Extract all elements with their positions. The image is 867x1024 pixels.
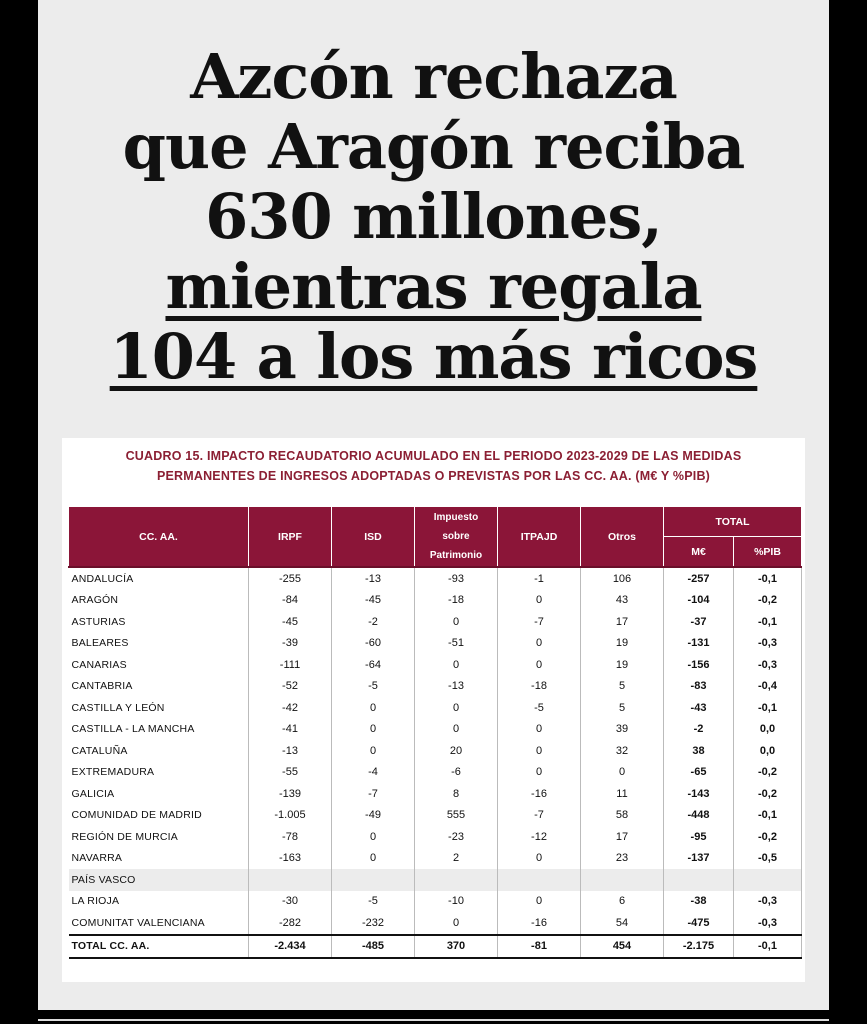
cell-region: COMUNITAT VALENCIANA [69, 912, 249, 935]
col-header-region: CC. AA. [69, 507, 249, 568]
cell-total: -37 [664, 611, 734, 633]
cell-otros: 54 [581, 912, 664, 935]
cell-otros: 106 [581, 567, 664, 590]
table-row [69, 805, 802, 827]
table-row [69, 719, 802, 741]
cell-itp: 0 [498, 719, 581, 741]
table-row [69, 740, 802, 762]
header-text: sobre [442, 531, 470, 542]
cell-isd: 0 [332, 848, 415, 870]
cell-pib: -0,3 [734, 912, 802, 935]
cell-isd: -45 [332, 590, 415, 612]
cell-otros: 6 [581, 891, 664, 913]
col-header-irpf: IRPF [249, 507, 332, 568]
cell-isd: -64 [332, 654, 415, 676]
cell-itp: -16 [498, 912, 581, 935]
cell-otros: 32 [581, 740, 664, 762]
cell-pat: 0 [415, 697, 498, 719]
cell-irpf: -111 [249, 654, 332, 676]
cell-otros: 5 [581, 697, 664, 719]
cell-total: -143 [664, 783, 734, 805]
cell-pib: -0,3 [734, 891, 802, 913]
cell-itp: 0 [498, 891, 581, 913]
cell-region: BALEARES [69, 633, 249, 655]
cell-total [664, 869, 734, 891]
col-header-itpajd: ITPAJD [498, 507, 581, 568]
headline-line: 630 millones, [205, 180, 662, 253]
table-total-row [69, 935, 802, 959]
cell-region: CANTABRIA [69, 676, 249, 698]
cell-irpf: -163 [249, 848, 332, 870]
table-row [69, 654, 802, 676]
cell-irpf: -30 [249, 891, 332, 913]
col-header-patrimonio [415, 507, 498, 568]
table-body [69, 567, 802, 958]
cell-region: CANARIAS [69, 654, 249, 676]
cell-pat: 20 [415, 740, 498, 762]
cell-isd: -232 [332, 912, 415, 935]
cell-irpf: -139 [249, 783, 332, 805]
cell-total: -131 [664, 633, 734, 655]
cell-isd: -485 [332, 935, 415, 959]
cell-otros: 43 [581, 590, 664, 612]
cell-pat: -13 [415, 676, 498, 698]
cell-region: ARAGÓN [69, 590, 249, 612]
cell-pib: -0,1 [734, 567, 802, 590]
cell-otros: 17 [581, 611, 664, 633]
cell-irpf: -41 [249, 719, 332, 741]
cell-total: -156 [664, 654, 734, 676]
cell-irpf: -52 [249, 676, 332, 698]
caption-line: PERMANENTES DE INGRESOS ADOPTADAS O PREVISTAS POR LAS CC. AA. (M€ Y %PIB) [156, 469, 711, 483]
cell-region: REGIÓN DE MURCIA [69, 826, 249, 848]
cell-pat: -51 [415, 633, 498, 655]
cell-pib: -0,2 [734, 762, 802, 784]
cell-itp: -12 [498, 826, 581, 848]
cell-isd [332, 869, 415, 891]
cell-isd: -49 [332, 805, 415, 827]
cell-pat: -23 [415, 826, 498, 848]
cell-total: 38 [664, 740, 734, 762]
cell-otros: 11 [581, 783, 664, 805]
table-row [69, 676, 802, 698]
cell-isd: 0 [332, 740, 415, 762]
cell-pib: -0,3 [734, 654, 802, 676]
cell-total: -475 [664, 912, 734, 935]
cell-irpf: -45 [249, 611, 332, 633]
cell-pat: 0 [415, 654, 498, 676]
cell-otros: 19 [581, 633, 664, 655]
cell-otros: 58 [581, 805, 664, 827]
cell-pat [415, 869, 498, 891]
cell-otros: 5 [581, 676, 664, 698]
cell-itp: 0 [498, 740, 581, 762]
cell-isd: 0 [332, 697, 415, 719]
cell-itp: -7 [498, 611, 581, 633]
cell-pat: 8 [415, 783, 498, 805]
cell-total: -65 [664, 762, 734, 784]
cell-pib: -0,2 [734, 783, 802, 805]
cell-irpf: -2.434 [249, 935, 332, 959]
cell-itp: -5 [498, 697, 581, 719]
cell-otros: 17 [581, 826, 664, 848]
cell-otros: 454 [581, 935, 664, 959]
caption-line: CUADRO 15. IMPACTO RECAUDATORIO ACUMULADO EN EL PERIODO 2023-2029 DE LAS MEDIDAS [125, 449, 742, 463]
cell-total: -104 [664, 590, 734, 612]
cell-itp: -16 [498, 783, 581, 805]
header-text: Impuesto [433, 512, 479, 523]
cell-region: NAVARRA [69, 848, 249, 870]
col-header-total: TOTAL [664, 507, 802, 537]
cell-irpf: -255 [249, 567, 332, 590]
table-row [69, 848, 802, 870]
cell-otros: 23 [581, 848, 664, 870]
cell-pat: 370 [415, 935, 498, 959]
data-table [68, 506, 802, 959]
table-row [69, 869, 802, 891]
cell-irpf: -42 [249, 697, 332, 719]
cell-irpf: -1.005 [249, 805, 332, 827]
cell-total: -448 [664, 805, 734, 827]
cell-isd: -5 [332, 676, 415, 698]
cell-itp: 0 [498, 590, 581, 612]
cell-isd: -7 [332, 783, 415, 805]
col-header-pib: %PIB [734, 537, 802, 568]
cell-pib [734, 869, 802, 891]
cell-pib: -0,1 [734, 697, 802, 719]
cell-irpf: -13 [249, 740, 332, 762]
cell-itp: 0 [498, 633, 581, 655]
cell-itp [498, 869, 581, 891]
cell-total: -2.175 [664, 935, 734, 959]
table-row [69, 567, 802, 590]
table-row [69, 590, 802, 612]
cell-total: -38 [664, 891, 734, 913]
col-header-isd: ISD [332, 507, 415, 568]
cell-itp: 0 [498, 654, 581, 676]
cell-otros [581, 869, 664, 891]
cell-irpf: -55 [249, 762, 332, 784]
table-row [69, 912, 802, 935]
table-row [69, 783, 802, 805]
cell-isd: -60 [332, 633, 415, 655]
cell-region: CATALUÑA [69, 740, 249, 762]
col-header-meur: M€ [664, 537, 734, 568]
cell-pat: -93 [415, 567, 498, 590]
cell-pat: -6 [415, 762, 498, 784]
cell-otros: 39 [581, 719, 664, 741]
cell-irpf: -84 [249, 590, 332, 612]
cell-irpf: -39 [249, 633, 332, 655]
divider [38, 1019, 829, 1021]
cell-region: CASTILLA Y LEÓN [69, 697, 249, 719]
cell-total: -257 [664, 567, 734, 590]
cell-region: GALICIA [69, 783, 249, 805]
cell-pib: -0,4 [734, 676, 802, 698]
table-row [69, 762, 802, 784]
table-row [69, 611, 802, 633]
cell-pib: -0,1 [734, 805, 802, 827]
cell-pat: 555 [415, 805, 498, 827]
cell-pib: 0,0 [734, 719, 802, 741]
table-row [69, 633, 802, 655]
table-row [69, 891, 802, 913]
cell-irpf [249, 869, 332, 891]
headline-line-underlined: mientras regala [165, 250, 702, 323]
cell-region: PAÍS VASCO [69, 869, 249, 891]
cell-itp: 0 [498, 848, 581, 870]
cell-total: -2 [664, 719, 734, 741]
headline-line: Azcón rechaza [190, 40, 677, 113]
col-header-otros: Otros [581, 507, 664, 568]
cell-region: EXTREMADURA [69, 762, 249, 784]
table-row [69, 697, 802, 719]
cell-pib: -0,3 [734, 633, 802, 655]
cell-region: COMUNIDAD DE MADRID [69, 805, 249, 827]
cell-pat: 2 [415, 848, 498, 870]
cell-irpf: -282 [249, 912, 332, 935]
cell-region: TOTAL CC. AA. [69, 935, 249, 959]
cell-otros: 19 [581, 654, 664, 676]
cell-total: -137 [664, 848, 734, 870]
cell-pat: 0 [415, 719, 498, 741]
cell-pib: -0,1 [734, 935, 802, 959]
cell-region: ASTURIAS [69, 611, 249, 633]
cell-region: CASTILLA - LA MANCHA [69, 719, 249, 741]
cell-pib: -0,2 [734, 826, 802, 848]
table-document [62, 438, 805, 982]
cell-isd: -5 [332, 891, 415, 913]
cell-pat: -18 [415, 590, 498, 612]
cell-pib: -0,2 [734, 590, 802, 612]
cell-total: -83 [664, 676, 734, 698]
header-text: Patrimonio [429, 550, 483, 561]
cell-itp: -81 [498, 935, 581, 959]
cell-pat: 0 [415, 611, 498, 633]
headline-line: que Aragón reciba [122, 110, 745, 183]
cell-pib: -0,1 [734, 611, 802, 633]
cell-itp: -7 [498, 805, 581, 827]
cell-irpf: -78 [249, 826, 332, 848]
cell-total: -95 [664, 826, 734, 848]
table-caption [62, 446, 805, 486]
cell-region: LA RIOJA [69, 891, 249, 913]
cell-pib: -0,5 [734, 848, 802, 870]
cell-isd: 0 [332, 719, 415, 741]
cell-itp: -1 [498, 567, 581, 590]
cell-region: ANDALUCÍA [69, 567, 249, 590]
cell-isd: -13 [332, 567, 415, 590]
cell-itp: 0 [498, 762, 581, 784]
cell-otros: 0 [581, 762, 664, 784]
cell-isd: 0 [332, 826, 415, 848]
headline [38, 42, 829, 392]
cell-itp: -18 [498, 676, 581, 698]
cell-pat: -10 [415, 891, 498, 913]
table-row [69, 826, 802, 848]
cell-total: -43 [664, 697, 734, 719]
cell-pat: 0 [415, 912, 498, 935]
cell-isd: -2 [332, 611, 415, 633]
cell-isd: -4 [332, 762, 415, 784]
headline-line-underlined: 104 a los más ricos [109, 320, 758, 393]
cell-pib: 0,0 [734, 740, 802, 762]
